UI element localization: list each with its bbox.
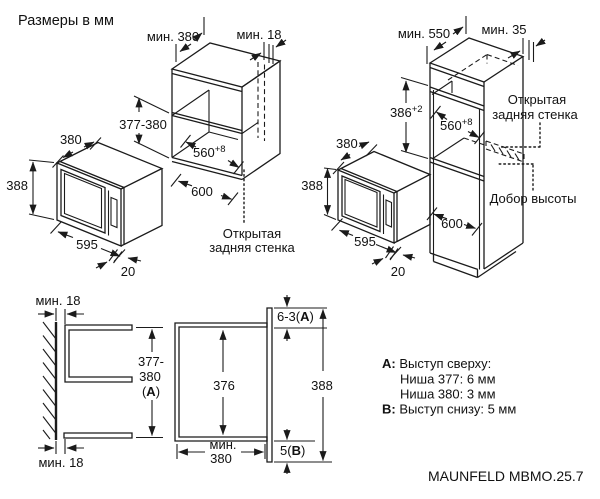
note-b: В: Выступ снизу: 5 мм (382, 401, 517, 417)
cabinet-width-label: 600 (441, 216, 463, 231)
microwave-isometric-right (301, 136, 430, 279)
bottom-overhang-label: 5(В) (280, 443, 306, 458)
mw-depth-label: 380 (60, 132, 82, 147)
open-back-note-line1: Открытая (507, 92, 567, 107)
page-title: Размеры в мм (18, 13, 114, 29)
front-panel-section (267, 308, 272, 462)
niche-height-label: 377-380 (119, 117, 167, 132)
door-window (61, 170, 105, 234)
mw-front-label: 20 (390, 264, 406, 279)
mw-height-label: 388 (301, 178, 323, 193)
model-label: MAUNFELD MBMO.25.7 (428, 468, 584, 484)
niche-height-ref: (А) (141, 384, 161, 399)
wall-gap-top-label: мин. 18 (35, 293, 81, 308)
cabinet-wall-gap-label: мин. 18 (236, 27, 282, 42)
mw-width-label: 595 (76, 237, 98, 252)
min-depth-label-l1: мин. (209, 437, 237, 452)
niche-height-label-l1: 377- (137, 354, 165, 369)
niche-height-label-l2: 380 (139, 369, 161, 384)
microwave-isometric-left (6, 132, 162, 279)
mw-height-label: 388 (6, 178, 28, 193)
niche-inner-width-label: $560^{+8}$ (193, 144, 226, 160)
control-panel (111, 198, 117, 228)
mw-depth-label: 380 (336, 136, 358, 151)
cross-section-drawing (35, 293, 332, 474)
open-back-note-line1: Открытая (222, 226, 282, 241)
cabinet-section (65, 325, 132, 382)
cabinet-width-label: 600 (191, 184, 213, 199)
note-a-item2: Ниша 380: 3 мм (400, 386, 496, 402)
note-a: А: Выступ сверху: (382, 356, 492, 371)
niche-height-label: $386^{+2}$ (390, 104, 423, 120)
mw-width-label: 595 (354, 234, 376, 249)
note-a-item1: Ниша 377: 6 мм (400, 371, 496, 387)
cabinet-min-depth-label: мин. 550 (397, 26, 451, 41)
top-overhang-label: 6-3(А) (277, 309, 314, 324)
front-height-label: 388 (311, 378, 333, 393)
inner-height-label: 376 (213, 378, 235, 393)
height-filler-label: Добор высоты (489, 191, 577, 206)
cabinet-wall-gap-label: мин. 35 (481, 22, 527, 37)
wall-hatching (43, 322, 56, 439)
mw-front-label: 20 (120, 264, 136, 279)
wall-gap-bottom-label: мин. 18 (38, 455, 84, 470)
open-back-note-line2: задняя стенка (492, 107, 578, 122)
open-back-note-line2: задняя стенка (209, 240, 295, 255)
niche-inner-width-label: $560^{+8}$ (440, 117, 473, 133)
tall-cabinet-isometric (390, 16, 579, 278)
control-panel (386, 200, 392, 227)
wall-cabinet-isometric (119, 17, 295, 255)
cabinet-min-depth-label: мин. 380 (146, 29, 200, 44)
min-depth-label-l2: 380 (210, 451, 232, 466)
legend-notes (382, 356, 516, 417)
